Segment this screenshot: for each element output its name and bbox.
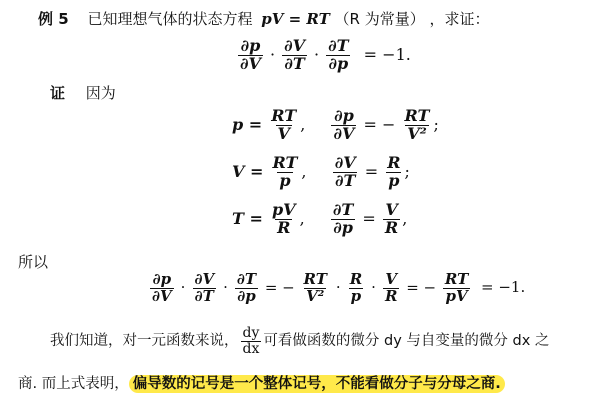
equation-row-3: T = $\frac{pV}{R}$ , $\frac{\partial T}{\partial p}$ = $\frac{V}{R}$ ,	[232, 200, 408, 237]
highlighted-conclusion: 偏导数的记号是一个整体记号，不能看做分子与分母之商.	[129, 375, 505, 393]
example-paren: （R 为常量）	[334, 10, 425, 28]
paragraph-line-2: 商. 而上式表明， 偏导数的记号是一个整体记号，不能看做分子与分母之商.	[18, 372, 615, 393]
proof-heading	[50, 82, 615, 103]
example-label: 例 5	[38, 10, 69, 28]
main-frac-3: $\frac{\partial T}{\partial p}$	[328, 36, 349, 73]
main-frac-2: $\frac{\partial V}{\partial T}$	[284, 36, 306, 73]
dy-dx-fraction: $\frac{dy}{dx}$	[242, 325, 260, 357]
proof-because: 因为	[85, 84, 116, 102]
equation-row-2: V = $\frac{RT}{p}$ , $\frac{\partial V}{\partial T}$ = $\frac{R}{p}$ ;	[232, 153, 410, 190]
main-equation: $\frac{\partial p}{\partial V}$ · $\frac{\partial V}{\partial T}$ · $\frac{\partial T}{\partial p}$ = −1.	[240, 36, 411, 73]
example-statement	[38, 8, 615, 29]
state-equation: pV = RT	[261, 10, 330, 28]
main-rhs: = −1.	[363, 44, 411, 64]
proof-label: 证	[50, 84, 66, 102]
final-equation: $\frac{\partial p}{\partial V}$ · $\frac{\partial V}{\partial T}$ · $\frac{\partial T}{\partial p}$ = − $\frac{RT}{\text{V²}}$ · $\frac{R}{p}$ · $\frac{V}{R}$ = − $\frac{RT}{pV}$ = −1.	[152, 270, 526, 305]
paragraph-line-1: 我们知道，对一元函数来说， $\frac{dy}{dx}$ 可看做函数的微分 dy 与自变量的微分 dx 之	[50, 325, 550, 357]
example-text-a: 已知理想气体的状态方程	[87, 10, 253, 28]
main-frac-1: $\frac{\partial p}{\partial V}$	[240, 36, 261, 73]
equation-row-1: p = $\frac{RT}{V}$ , $\frac{\partial p}{\partial V}$ = − $\frac{RT}{\text{V²}}$ ;	[232, 106, 439, 143]
example-text-b: ，求证：	[429, 10, 490, 28]
therefore-label: 所以	[18, 253, 49, 271]
